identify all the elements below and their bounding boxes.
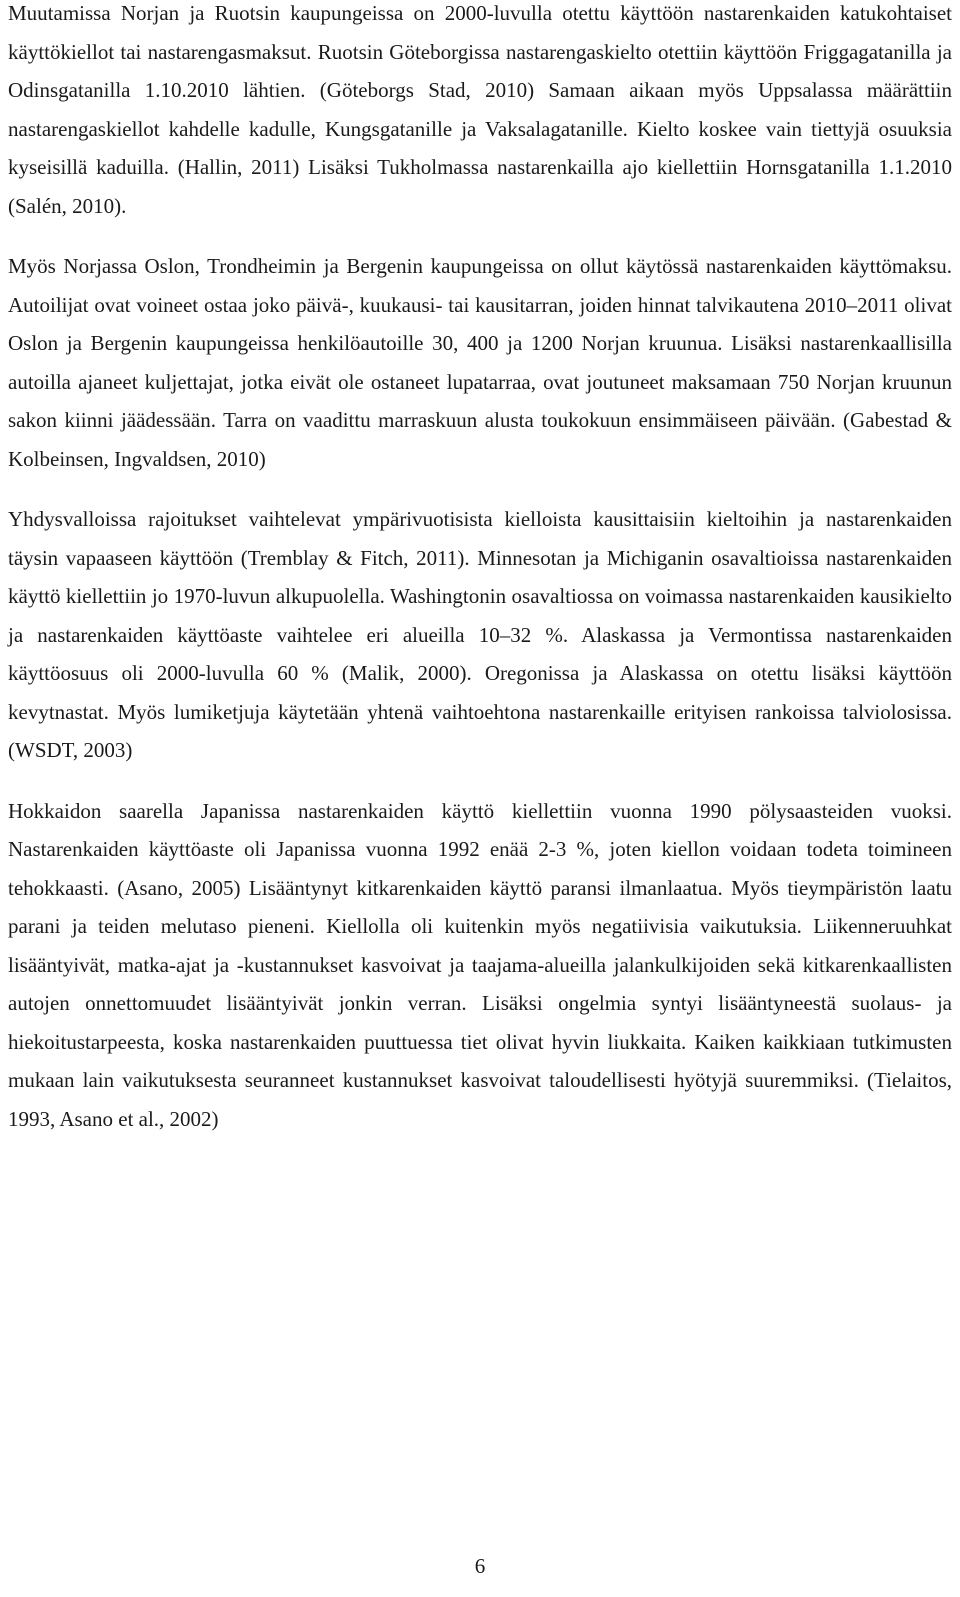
paragraph-japan-hokkaido-ban: Hokkaidon saarella Japanissa nastarenkaiden käyttö kiellettiin vuonna 1990 pölysaasteiden vuoksi. Nastarenkaiden käyttöaste oli Japanissa vuonna 1992 enää 2-3 %, joten kiellon voidaan todeta toimineen tehokkaasti. (Asano, 2005) Lisääntynyt kitkarenkaiden käyttö paransi ilmanlaatua. Myös tieympäristön laatu parani ja teiden melutaso pieneni. Kiellolla oli kuitenkin myös negatiivisia vaikutuksia. Liikenneruuhkat lisääntyivät, matka-ajat ja -kustannukset kasvoivat ja taajama-alueilla jalankulkijoiden sekä kitkarenkaallisten autojen onnettomuudet lisääntyivät jonkin verran. Lisäksi ongelmia syntyi lisääntyneestä suolaus- ja hiekoitustarpeesta, koska nastarenkaiden puuttuessa tiet olivat hyvin liukkaita. Kaiken kaikkiaan tutkimusten mukaan lain vaikutuksesta seuranneet kustannukset kasvoivat taloudellisesti hyötyjä suuremmiksi. (Tielaitos, 1993, Asano et al., 2002) (8, 798, 952, 1131)
document-page (8, 0, 952, 1138)
paragraph-usa-restrictions: Yhdysvalloissa rajoitukset vaihtelevat ympärivuotisista kielloista kausittaisiin kieltoihin ja nastarenkaiden täysin vapaaseen käyttöön (Tremblay & Fitch, 2011). Minnesotan ja Michiganin osavaltioissa nastarenkaiden käyttö kiellettiin jo 1970-luvun alkupuolella. Washingtonin osavaltiossa on voimassa nastarenkaiden kausikielto ja nastarenkaiden käyttöaste vaihtelee eri alueilla 10–32 %. Alaskassa ja Vermontissa nastarenkaiden käyttöosuus oli 2000-luvulla 60 % (Malik, 2000). Oregonissa ja Alaskassa on otettu lisäksi käyttöön kevytnastat. Myös lumiketjuja käytetään yhtenä vaihtoehtona nastarenkaille erityisen rankoissa talviolosissa. (WSDT, 2003) (8, 507, 952, 762)
paragraph-norway-usage-fees: Myös Norjassa Oslon, Trondheimin ja Bergenin kaupungeissa on ollut käytössä nastarenkaiden käyttömaksu. Autoilijat ovat voineet ostaa joko päivä-, kuukausi- tai kausitarran, joiden hinnat talvikautena 2010–2011 olivat Oslon ja Bergenin kaupungeissa henkilöautoille 30, 400 ja 1200 Norjan kruunua. Lisäksi nastarenkaallisilla autoilla ajaneet kuljettajat, jotka eivät ole ostaneet lupatarraa, ovat joutuneet maksamaan 750 Norjan kruunun sakon kiinni jäädessään. Tarra on vaadittu marraskuun alusta toukokuun ensimmäiseen päivään. (Gabestad & Kolbeinsen, Ingvaldsen, 2010) (8, 254, 952, 471)
paragraph-norway-sweden-city-bans: Muutamissa Norjan ja Ruotsin kaupungeissa on 2000-luvulla otettu käyttöön nastarenkaiden katukohtaiset käyttökiellot tai nastarengasmaksut. Ruotsin Göteborgissa nastarengaskielto otettiin käyttöön Friggagatanilla ja Odinsgatanilla 1.10.2010 lähtien. (Göteborgs Stad, 2010) Samaan aikaan myös Uppsalassa määrättiin nastarengaskiellot kahdelle kadulle, Kungsgatanille ja Vaksalagatanille. Kielto koskee vain tiettyjä osuuksia kyseisillä kaduilla. (Hallin, 2011) Lisäksi Tukholmassa nastarenkailla ajo kiellettiin Hornsgatanilla 1.1.2010 (Salén, 2010). (8, 1, 952, 218)
page-number: 6 (474, 1554, 486, 1578)
